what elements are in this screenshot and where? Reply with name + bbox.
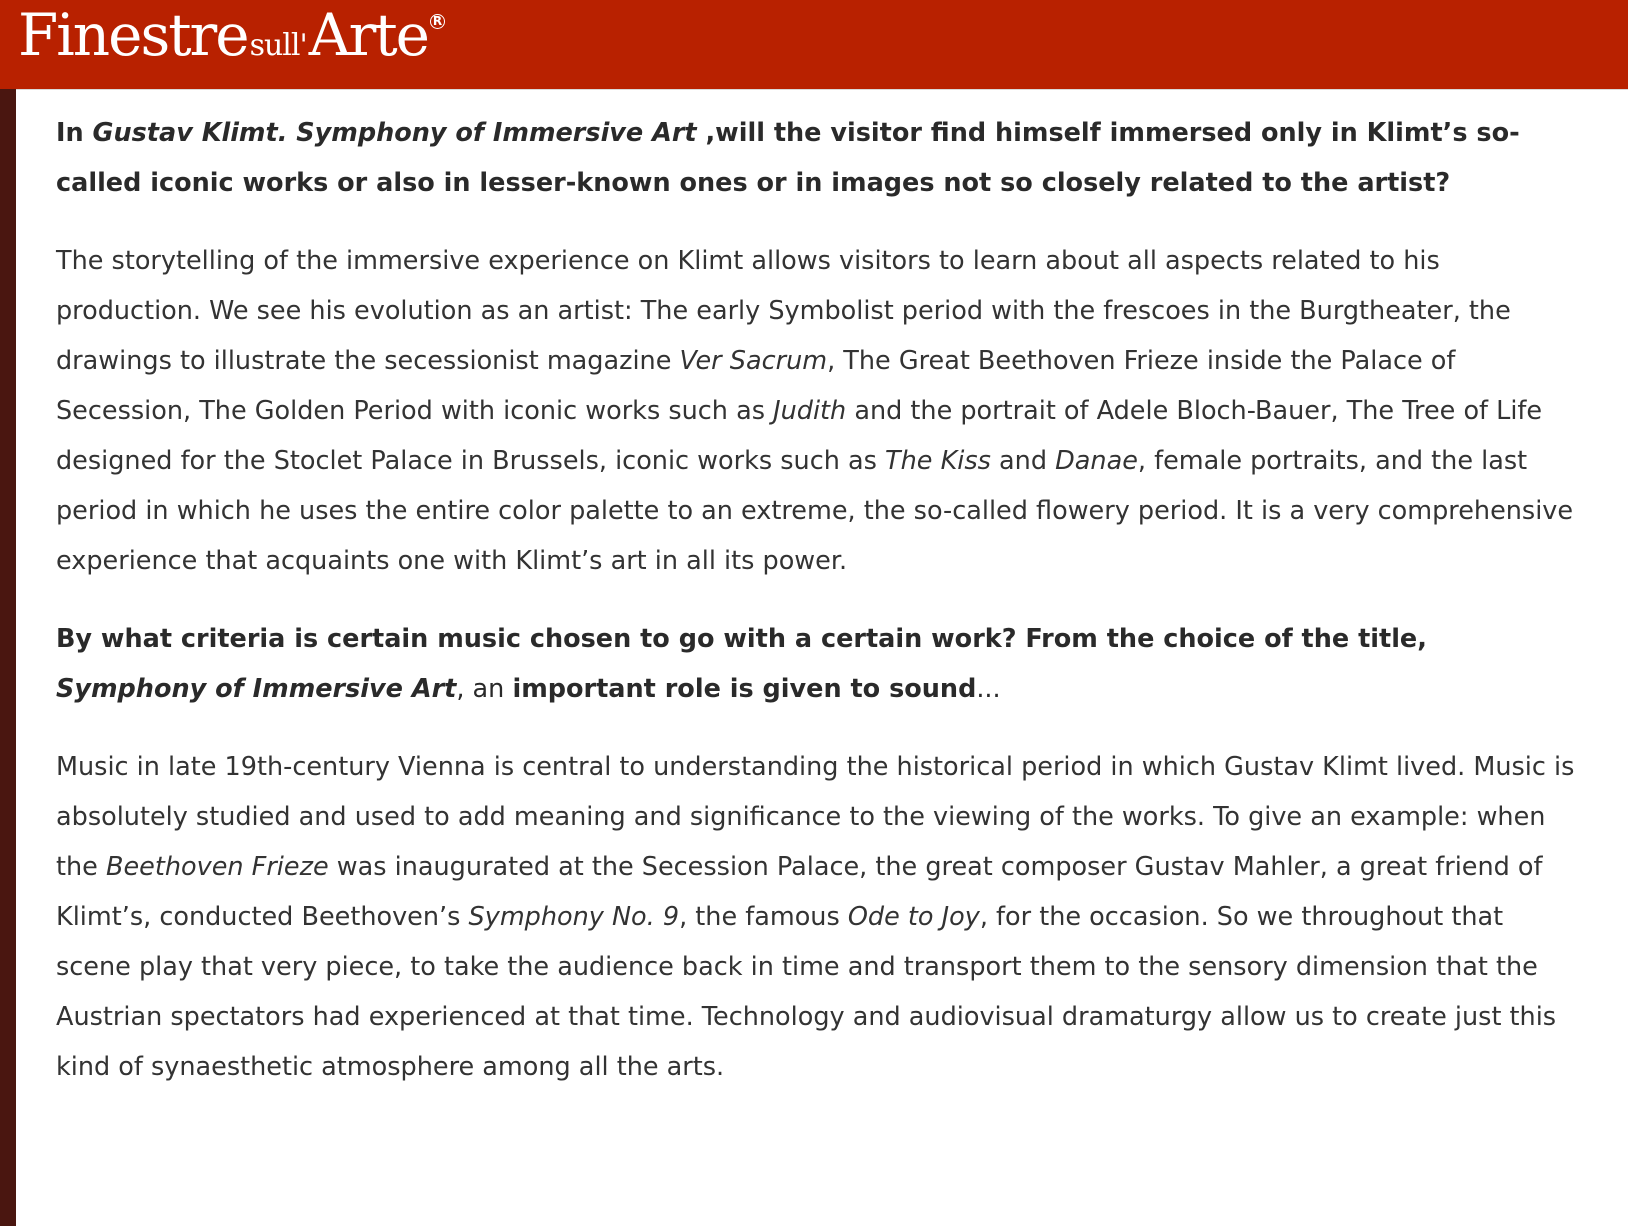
interview-answer-2 — [56, 742, 1586, 1092]
text-run: and — [990, 446, 1056, 476]
text-run: Music in late 19th-century Vienna is central to understanding the historical period in which Gustav Klimt lived. Music is absolutely studied and used to add meaning and significance to the viewing of the works. To give an example: when the — [56, 752, 1575, 882]
text-run: In — [56, 118, 93, 148]
italic-title: The Kiss — [885, 446, 991, 476]
text-run: , for the occasion. So we throughout that scene play that very piece, to take the audience back in time and transport them to the sensory dimension that the Austrian spectators had experienced at that time. Technology and audiovisual dramaturgy allow us to create just this kind of synaesthetic atmosphere among all the arts. — [56, 902, 1557, 1082]
registered-mark-icon: R — [430, 14, 445, 29]
italic-title: Gustav Klimt. Symphony of Immersive Art — [92, 118, 697, 148]
site-header — [0, 0, 1628, 89]
logo-text-finestre: Finestre — [18, 1, 248, 69]
text-run: ... — [976, 674, 1001, 704]
text-run: , an — [456, 674, 513, 704]
italic-title: Beethoven Frieze — [105, 852, 329, 882]
text-run: The storytelling of the immersive experience on Klimt allows visitors to learn about all aspects related to his production. We see his evolution as an artist: The early Symbolist period with the frescoes in the Burgtheater, the drawings to illustrate the secessionist magazine — [56, 246, 1511, 376]
interview-question-1 — [56, 108, 1586, 208]
article-body — [56, 108, 1586, 1120]
text-run: and the portrait of Adele Bloch-Bauer, The Tree of Life designed for the Stoclet Palace in Brussels, iconic works such as — [56, 396, 1543, 476]
text-run: , female portraits, and the last period in which he uses the entire color palette to an extreme, the so-called flowery period. It is a very comprehensive experience that acquaints one with Klimt’s art in all its power. — [56, 446, 1574, 576]
text-run: , the famous — [679, 902, 848, 932]
text-run: , The Great Beethoven Frieze inside the Palace of Secession, The Golden Period with iconic works such as — [56, 346, 1456, 426]
italic-title: Symphony of Immersive Art — [56, 674, 457, 704]
text-run: was inaugurated at the Secession Palace, the great composer Gustav Mahler, a great friend of Klimt’s, conducted Beethoven’s — [56, 852, 1543, 932]
text-run: important role is given to sound — [512, 674, 977, 704]
interview-answer-1 — [56, 236, 1586, 586]
logo-text-arte: Arte — [308, 1, 428, 69]
italic-title: Ver Sacrum — [679, 346, 828, 376]
left-accent-bar — [0, 89, 16, 1226]
italic-title: Danae — [1055, 446, 1138, 476]
text-run: ,will the visitor find himself immersed only in Klimt’s so-called iconic works or also in lesser-known ones or in images not so closely related to the artist? — [56, 118, 1520, 198]
italic-title: Judith — [773, 396, 847, 426]
logo-text-sull: sull' — [249, 28, 307, 63]
italic-title: Ode to Joy — [847, 902, 980, 932]
site-logo[interactable] — [18, 1, 445, 69]
text-run: By what criteria is certain music chosen to go with a certain work? From the choice of the title, — [56, 624, 1427, 654]
italic-title: Symphony No. 9 — [468, 902, 680, 932]
interview-question-2 — [56, 614, 1586, 714]
